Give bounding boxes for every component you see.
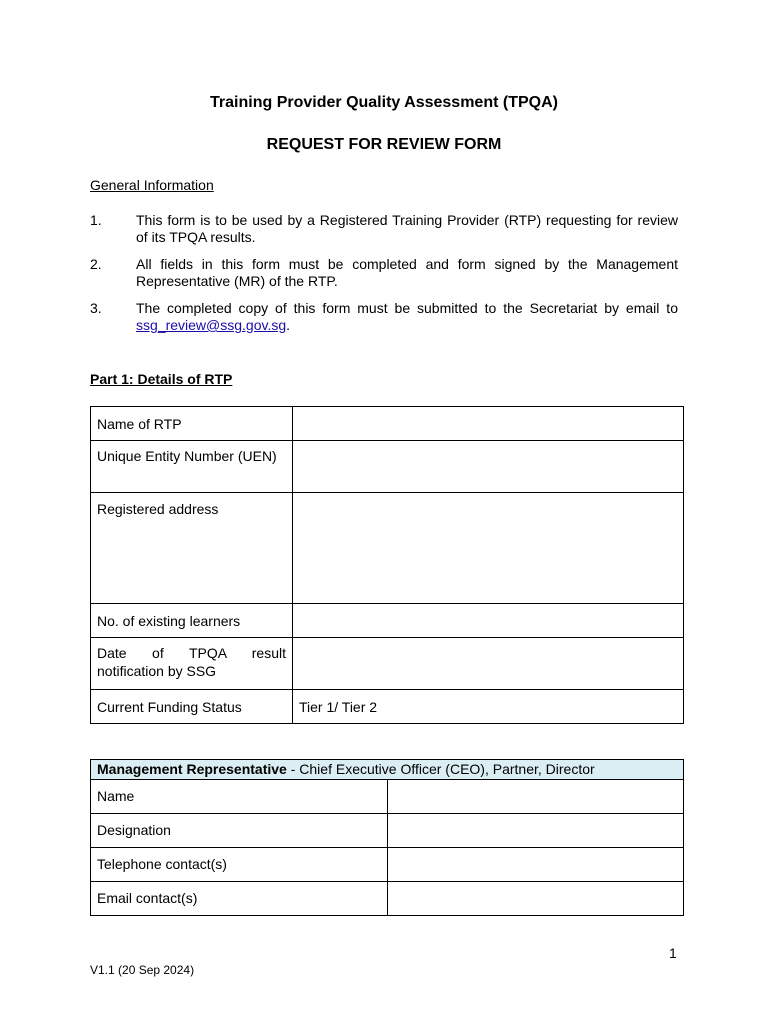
header-bold: Management Representative (97, 761, 287, 777)
document-title: Training Provider Quality Assessment (TPQA) (210, 94, 558, 111)
field-value[interactable] (387, 848, 684, 882)
field-value[interactable] (387, 814, 684, 848)
field-label: Email contact(s) (91, 882, 388, 916)
field-value[interactable]: Tier 1/ Tier 2 (293, 690, 684, 724)
list-text: All fields in this form must be completed and form signed by the Management Representative (MR) of the RTP. (136, 256, 678, 289)
table-row (91, 848, 684, 882)
field-value[interactable] (293, 441, 684, 493)
list-text (136, 300, 678, 334)
list-text-after: . (286, 317, 291, 333)
email-link[interactable]: ssg_review@ssg.gov.sg (136, 317, 287, 333)
list-text-before: The completed copy of this form must be submitted to the Secretariat by email to (136, 300, 678, 316)
table-row (91, 441, 684, 493)
table-row (91, 638, 684, 690)
table-row (91, 407, 684, 441)
table-row (91, 882, 684, 916)
table-row (91, 814, 684, 848)
field-value[interactable] (293, 638, 684, 690)
field-label: No. of existing learners (91, 604, 293, 638)
header-rest: - Chief Executive Officer (CEO), Partner, Director (286, 761, 595, 777)
page-number: 1 (669, 945, 677, 961)
field-label: Designation (91, 814, 388, 848)
field-label: Name (91, 780, 388, 814)
field-label: Date of TPQA result notification by SSG (91, 638, 293, 690)
list-number: 2. (90, 256, 102, 272)
part1-heading: Part 1: Details of RTP (90, 371, 233, 387)
form-title: REQUEST FOR REVIEW FORM (266, 136, 502, 153)
field-label: Registered address (91, 493, 293, 604)
field-value[interactable] (387, 780, 684, 814)
table-row (91, 690, 684, 724)
field-label: Current Funding Status (91, 690, 293, 724)
table-row (91, 493, 684, 604)
management-representative-table (90, 759, 684, 916)
general-information-heading: General Information (90, 177, 214, 193)
field-label: Unique Entity Number (UEN) (91, 441, 293, 493)
table-header-row (91, 760, 684, 780)
field-value[interactable] (387, 882, 684, 916)
table-header (91, 760, 684, 780)
field-value[interactable] (293, 604, 684, 638)
list-number: 3. (90, 300, 102, 316)
version-label: V1.1 (20 Sep 2024) (90, 963, 195, 977)
list-number: 1. (90, 212, 102, 228)
table-row (91, 780, 684, 814)
rtp-details-table (90, 406, 684, 724)
list-text: This form is to be used by a Registered Training Provider (RTP) requesting for review of its TPQA results. (136, 212, 678, 245)
field-label: Telephone contact(s) (91, 848, 388, 882)
field-value[interactable] (293, 407, 684, 441)
table-row (91, 604, 684, 638)
field-label: Name of RTP (91, 407, 293, 441)
field-value[interactable] (293, 493, 684, 604)
